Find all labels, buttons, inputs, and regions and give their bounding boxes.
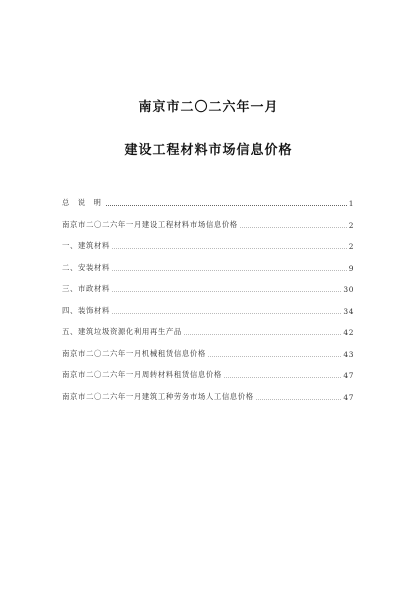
toc-entry-label: 南京市二〇二六年一月机械租赁信息价格	[62, 348, 206, 358]
toc-entry-label: 三、市政材料	[62, 284, 110, 293]
toc-entry-label: 南京市二〇二六年一月建筑工种劳务市场人工信息价格	[62, 391, 254, 401]
toc-entry-label: 总 说 明	[62, 198, 104, 207]
dot-leader	[240, 227, 347, 228]
toc-entry-labor-prices[interactable]	[62, 380, 354, 402]
toc-entry-page: 42	[343, 328, 354, 337]
toc-entry-page: 2	[348, 242, 354, 251]
toc-entry-page: 43	[343, 349, 354, 359]
dot-leader	[112, 270, 347, 271]
toc-entry-page: 9	[348, 263, 354, 273]
toc-entry-label: 一、建筑材料	[62, 241, 110, 250]
toc-entry-turnover-material-rental[interactable]	[62, 359, 354, 381]
toc-entry-municipal-materials[interactable]	[62, 273, 354, 295]
toc-entry-page: 30	[343, 285, 354, 294]
toc-entry-label: 四、装饰材料	[62, 305, 110, 315]
dot-leader	[112, 313, 341, 314]
toc-entry-installation-materials[interactable]	[62, 251, 354, 273]
toc-entry-machinery-rental[interactable]	[62, 337, 354, 359]
toc-entry-page: 47	[343, 371, 354, 380]
dot-leader	[224, 377, 342, 378]
toc-entry-page: 1	[348, 199, 354, 208]
dot-leader	[112, 291, 341, 292]
toc-entry-label: 南京市二〇二六年一月建设工程材料市场信息价格	[62, 219, 238, 229]
toc-entry-label: 南京市二〇二六年一月周转材料租赁信息价格	[62, 370, 222, 379]
table-of-contents	[62, 186, 354, 402]
dot-leader	[112, 248, 347, 249]
dot-leader	[208, 356, 342, 357]
toc-entry-decoration-materials[interactable]	[62, 294, 354, 316]
toc-entry-page: 47	[343, 392, 354, 402]
toc-entry-building-materials[interactable]	[62, 230, 354, 252]
toc-entry-material-prices[interactable]	[62, 208, 354, 230]
dot-leader	[106, 205, 347, 206]
dot-leader	[184, 334, 342, 335]
document-title-line2: 建设工程材料市场信息价格	[124, 143, 293, 158]
toc-entry-page: 2	[348, 220, 354, 230]
toc-entry-label: 五、建筑垃圾资源化利用再生产品	[62, 327, 182, 336]
toc-entry-page: 34	[343, 306, 354, 316]
toc-entry-general-notes[interactable]	[62, 186, 354, 208]
toc-entry-recycled-products[interactable]	[62, 316, 354, 338]
dot-leader	[256, 399, 342, 400]
toc-entry-label: 二、安装材料	[62, 262, 110, 272]
document-title-line1: 南京市二〇二六年一月	[138, 100, 279, 115]
